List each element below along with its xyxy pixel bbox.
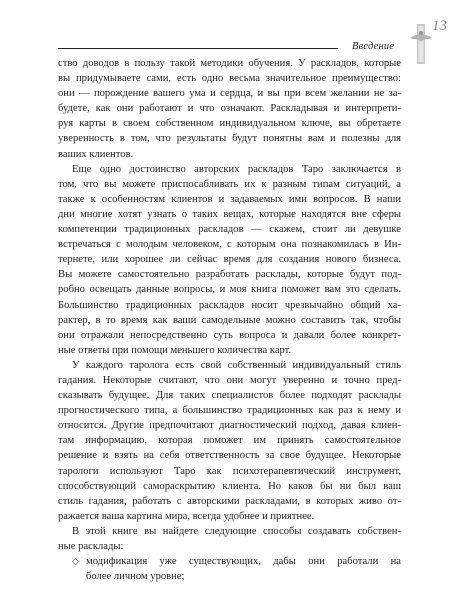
text-line: относится. Другие предпочитают диагностический подход, давая клиен- xyxy=(58,420,401,432)
list-item-text: модификация уже существующих, дабы они работали на xyxy=(86,556,401,568)
text-line: том, что вы можете приспосабливать их к разным типам ситуаций, а xyxy=(58,178,401,190)
text-line: они отражали непосредственно суть вопроса и давали более конкрет- xyxy=(58,329,401,341)
body-text xyxy=(58,56,401,584)
text-line: прогностического типа, а большинство традиционных как раз к нему и xyxy=(58,405,401,417)
text-line: они — порождение вашего ума и сердца, и вы при всем желании не за- xyxy=(58,88,401,100)
text-line: У каждого таролога есть свой собственный индивидуальный стиль xyxy=(72,359,401,371)
decorative-emblem-icon xyxy=(408,24,434,64)
text-line: решение и взять на себя ответственность за свое будущее. Некоторые xyxy=(58,450,401,462)
diamond-bullet-icon: ◇ xyxy=(72,556,79,567)
header-rule xyxy=(58,48,338,49)
text-line: Еще одно достоинство авторских раскладов Таро заключается в xyxy=(72,163,401,175)
text-line: стиль гадания, работать с авторскими раскладами, в которых живо от- xyxy=(58,495,401,507)
text-line: Вы можете самостоятельно разработать расклады, которые будут под- xyxy=(58,269,401,281)
text-line: гадания. Некоторые считают, что они могут уверенно и точно пред- xyxy=(58,374,401,386)
text-line: сказывать будущее. Для таких специалистов более подходят расклады xyxy=(58,390,401,402)
list-item-continuation: более личном уровне; xyxy=(86,571,185,583)
text-line: ство доводов в пользу такой методики обучения. У раскладов, которые xyxy=(58,58,401,69)
text-line: там информацию, которая поможет им принять самостоятельное xyxy=(58,435,401,447)
text-line: компетенции традиционных раскладов — скажем, стоит ли девушке xyxy=(58,224,401,236)
running-header-title: Введение xyxy=(352,41,395,52)
text-line: также к особенностям клиентов и задаваемых ими вопросов. В наши xyxy=(58,193,401,205)
text-line: В этой книге вы найдете следующие способы создавать собствен- xyxy=(72,525,401,537)
text-line: руя карты в своем собственном индивидуальном ключе, вы обретаете xyxy=(58,118,401,130)
text-line: дни многие хотят узнать о таких вещах, которые находятся вне сферы xyxy=(58,208,401,220)
text-line: тернете, или хорошее ли сейчас время для создания нового бизнеса. xyxy=(58,254,401,266)
text-line: робно освещать данные вопросы, и моя книга поможет вам это сделать. xyxy=(58,284,401,296)
text-line: Большинство традиционных раскладов носит чрезвычайно общий ха- xyxy=(58,299,401,311)
text-line: будете, как они работают и что означают. Раскладывая и интерпрети- xyxy=(58,103,401,115)
text-line: ваших клиентов. xyxy=(58,148,134,160)
text-line: ные ответы при помощи меньшего количества карт. xyxy=(58,344,292,356)
text-line: тарологи используют Таро как психотерапевтический инструмент, xyxy=(58,465,401,477)
text-line: вы придумываете сами, есть одно весьма значительное преимущество: xyxy=(58,73,401,85)
text-line: ные расклады: xyxy=(58,541,124,552)
text-line: рактер, в то время как ваши самодельные можно составить так, чтобы xyxy=(58,314,401,326)
text-line: встречаться с молодым человеком, с которым она познакомилась в Ин- xyxy=(58,239,401,251)
text-line: ражается ваша картина мира, всегда удобнее и приятнее. xyxy=(58,510,315,522)
page-number: 13 xyxy=(432,18,447,34)
list-item xyxy=(58,554,401,569)
text-line: уверенность в том, что результаты будут понятны вам и полезны для xyxy=(58,133,401,145)
text-line: способствующий самораскрытию клиента. Но каков бы ни был ваш xyxy=(58,480,401,492)
